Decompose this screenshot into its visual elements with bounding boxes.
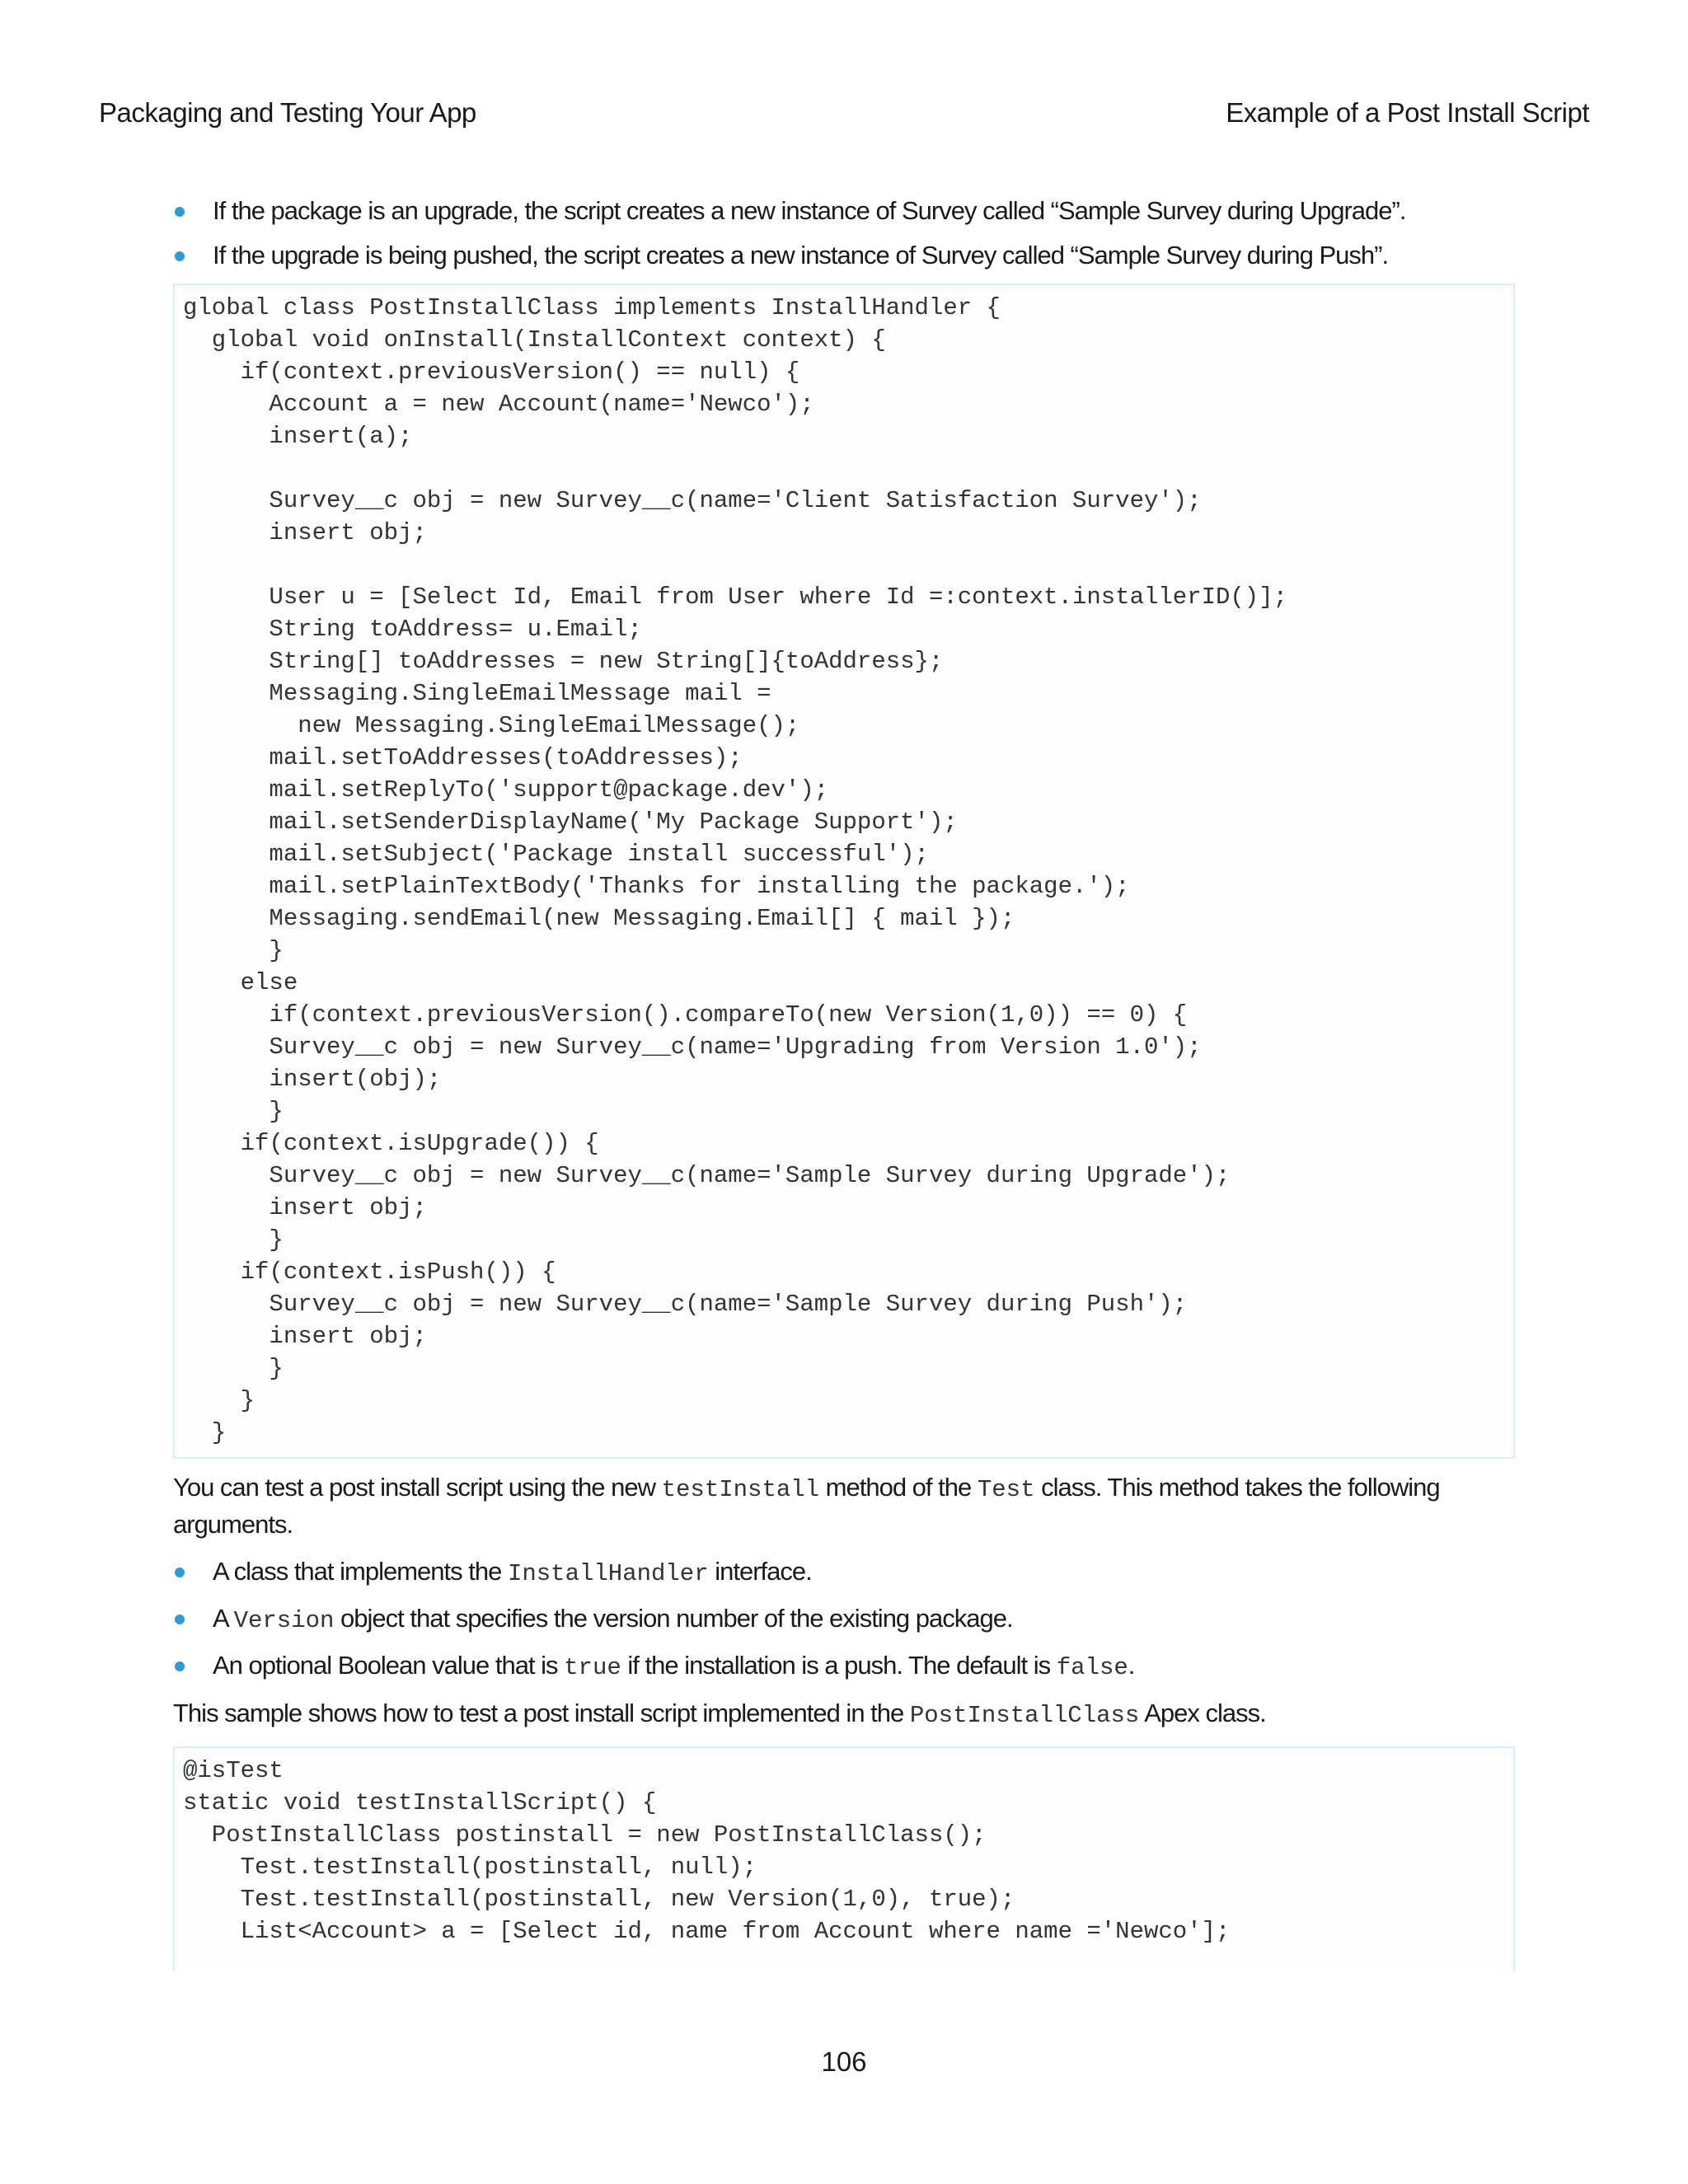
intro-bullet-list — [173, 194, 1515, 272]
list-item — [173, 1602, 1515, 1638]
paragraph-text: Apex class. — [1139, 1699, 1266, 1727]
code-line: if(context.isUpgrade()) { — [183, 1130, 599, 1157]
code-line: Messaging.SingleEmailMessage mail = — [183, 680, 771, 707]
code-line: insert obj; — [183, 1194, 427, 1221]
code-line: global void onInstall(InstallContext context) { — [183, 326, 886, 354]
arguments-bullet-list — [173, 1555, 1515, 1685]
paragraph-text: class. This method takes the following arguments. — [173, 1473, 1440, 1539]
code-line: insert(a); — [183, 423, 413, 450]
code-line — [183, 452, 1505, 485]
item-text: object that specifies the version number of the existing package. — [334, 1604, 1013, 1633]
code-line: mail.setSubject('Package install successful'); — [183, 841, 929, 868]
code-block-test-install-script — [173, 1746, 1515, 1971]
paragraph-test-install — [173, 1470, 1515, 1542]
item-text: interface. — [708, 1557, 812, 1586]
running-header-right: Example of a Post Install Script — [1226, 97, 1589, 128]
code-line: Account a = new Account(name='Newco'); — [183, 391, 814, 418]
inline-code: InstallHandler — [507, 1560, 709, 1587]
paragraph-sample-intro — [173, 1696, 1515, 1733]
item-text: An optional Boolean value that is — [213, 1651, 565, 1680]
code-line: @isTest — [183, 1757, 284, 1784]
code-line: String toAddress= u.Email; — [183, 616, 642, 643]
inline-code: Test — [977, 1476, 1035, 1503]
page-content — [173, 194, 1515, 1982]
list-item — [173, 1555, 1515, 1591]
item-text: A — [213, 1604, 234, 1633]
code-line: mail.setReplyTo('support@package.dev'); — [183, 776, 829, 804]
item-text: A class that implements the — [213, 1557, 508, 1586]
code-line: new Messaging.SingleEmailMessage(); — [183, 712, 800, 739]
paragraph-text: You can test a post install script using the new — [173, 1473, 662, 1502]
inline-code: true — [564, 1654, 621, 1681]
code-line: } — [183, 1098, 284, 1125]
list-item: If the package is an upgrade, the script creates a new instance of Survey called “Sample Survey during Upgrade”. — [173, 194, 1515, 227]
code-line: List<Account> a = [Select id, name from Account where name ='Newco']; — [183, 1918, 1231, 1945]
code-line: insert(obj); — [183, 1066, 442, 1093]
inline-code: testInstall — [661, 1476, 820, 1503]
code-line: global class PostInstallClass implements InstallHandler { — [183, 294, 1001, 321]
code-line: if(context.previousVersion().compareTo(new Version(1,0)) == 0) { — [183, 1001, 1188, 1029]
code-line: static void testInstallScript() { — [183, 1789, 657, 1816]
inline-code: PostInstallClass — [909, 1702, 1140, 1729]
code-line: } — [183, 1387, 256, 1414]
code-line — [183, 549, 1505, 581]
code-line: else — [183, 969, 298, 996]
item-text: . — [1128, 1651, 1135, 1680]
code-line: User u = [Select Id, Email from User where Id =:context.installerID()]; — [183, 583, 1288, 611]
paragraph-text: method of the — [819, 1473, 978, 1502]
code-line: if(context.isPush()) { — [183, 1258, 556, 1286]
code-line: String[] toAddresses = new String[]{toAddress}; — [183, 648, 944, 675]
code-line: Survey__c obj = new Survey__c(name='Sample Survey during Upgrade'); — [183, 1162, 1231, 1189]
paragraph-text: This sample shows how to test a post install script implemented in the — [173, 1699, 910, 1727]
list-item — [173, 1649, 1515, 1685]
code-line: Survey__c obj = new Survey__c(name='Upgrading from Version 1.0'); — [183, 1033, 1202, 1061]
code-line: Survey__c obj = new Survey__c(name='Sample Survey during Push'); — [183, 1291, 1188, 1318]
code-line: insert obj; — [183, 1323, 427, 1350]
inline-code: false — [1056, 1654, 1128, 1681]
code-line: PostInstallClass postinstall = new PostInstallClass(); — [183, 1821, 987, 1849]
code-line: } — [183, 1226, 284, 1254]
code-line: } — [183, 1419, 227, 1446]
running-header-left: Packaging and Testing Your App — [99, 97, 476, 128]
code-line: insert obj; — [183, 519, 427, 546]
inline-code: Version — [233, 1607, 335, 1634]
code-line: mail.setPlainTextBody('Thanks for installing the package.'); — [183, 873, 1130, 900]
code-line: mail.setToAddresses(toAddresses); — [183, 744, 743, 771]
code-line: Test.testInstall(postinstall, null); — [183, 1854, 757, 1881]
code-line: mail.setSenderDisplayName('My Package Support'); — [183, 808, 958, 836]
code-line: } — [183, 937, 284, 964]
code-line: Messaging.sendEmail(new Messaging.Email[] { mail }); — [183, 905, 1015, 932]
code-block-post-install-class — [173, 284, 1515, 1459]
page-number: 106 — [821, 2046, 867, 2077]
item-text: if the installation is a push. The default is — [621, 1651, 1057, 1680]
code-line: if(context.previousVersion() == null) { — [183, 359, 800, 386]
code-line: Survey__c obj = new Survey__c(name='Client Satisfaction Survey'); — [183, 487, 1202, 514]
list-item: If the upgrade is being pushed, the script creates a new instance of Survey called “Sample Survey during Push”. — [173, 239, 1515, 272]
code-line: } — [183, 1355, 284, 1382]
code-line: Test.testInstall(postinstall, new Version(1,0), true); — [183, 1886, 1015, 1913]
